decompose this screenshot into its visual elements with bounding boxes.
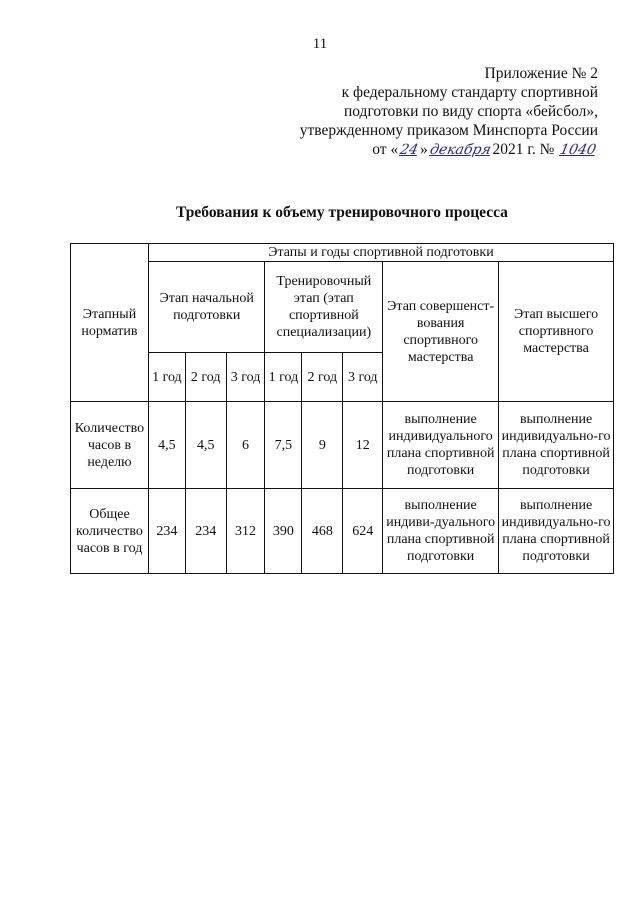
cell-perfection-plan: выполнение индивидуального плана спортивной подготовки (383, 402, 499, 489)
cell-value: 9 (302, 402, 343, 489)
appendix-header (268, 64, 598, 160)
cell-value: 12 (343, 402, 383, 489)
handwritten-order-number: 1040 (558, 142, 598, 158)
header-stage-norm: Этапный норматив (71, 244, 149, 402)
cell-value: 468 (302, 489, 343, 574)
year-header: 3 год (343, 353, 383, 402)
appendix-date-line (268, 140, 598, 160)
date-prefix: от « (372, 141, 399, 158)
handwritten-month: декабря (428, 142, 493, 158)
cell-value: 234 (185, 489, 226, 574)
appendix-line-4: утвержденному приказом Минспорта России (299, 122, 598, 139)
requirements-table (70, 243, 614, 574)
cell-perfection-plan: выполнение индиви-дуального плана спортивной подготовки (383, 489, 499, 574)
header-higher-mastery-stage: Этап высшего спортивного мастерства (499, 262, 614, 402)
cell-value: 6 (226, 402, 265, 489)
appendix-line-2: к федеральному стандарту спортивной (341, 84, 598, 101)
cell-higher-mastery-plan: выполнение индивидуально-го плана спортивной подготовки (499, 489, 614, 574)
year-header: 1 год (148, 353, 185, 402)
year-header: 2 год (185, 353, 226, 402)
appendix-line-1: Приложение № 2 (484, 65, 598, 82)
cell-value: 7,5 (265, 402, 302, 489)
page-number: 11 (312, 36, 328, 52)
year-header: 1 год (265, 353, 302, 402)
year-header: 2 год (302, 353, 343, 402)
handwritten-day: 24 (398, 142, 420, 158)
quote-close: » (420, 141, 428, 158)
document-title: Требования к объему тренировочного процесса (176, 204, 508, 221)
row-label: Количество часов в неделю (71, 402, 149, 489)
cell-value: 4,5 (148, 402, 185, 489)
cell-value: 390 (265, 489, 302, 574)
year-header: 3 год (226, 353, 265, 402)
appendix-line-3: подготовки по виду спорта «бейсбол», (343, 103, 598, 120)
table-row (71, 402, 614, 489)
cell-value: 234 (148, 489, 185, 574)
header-stages-years: Этапы и годы спортивной подготовки (148, 244, 613, 262)
header-perfection-stage: Этап совершенст-вования спортивного мастерства (383, 262, 499, 402)
cell-value: 4,5 (185, 402, 226, 489)
cell-value: 624 (343, 489, 383, 574)
row-label: Общее количество часов в год (71, 489, 149, 574)
cell-higher-mastery-plan: выполнение индивидуально-го плана спортивной подготовки (499, 402, 614, 489)
header-initial-stage: Этап начальной подготовки (148, 262, 265, 353)
header-training-stage: Тренировочный этап (этап спортивной специализации) (265, 262, 383, 353)
year-text: 2021 г. № (492, 141, 555, 158)
cell-value: 312 (226, 489, 265, 574)
table-row (71, 489, 614, 574)
